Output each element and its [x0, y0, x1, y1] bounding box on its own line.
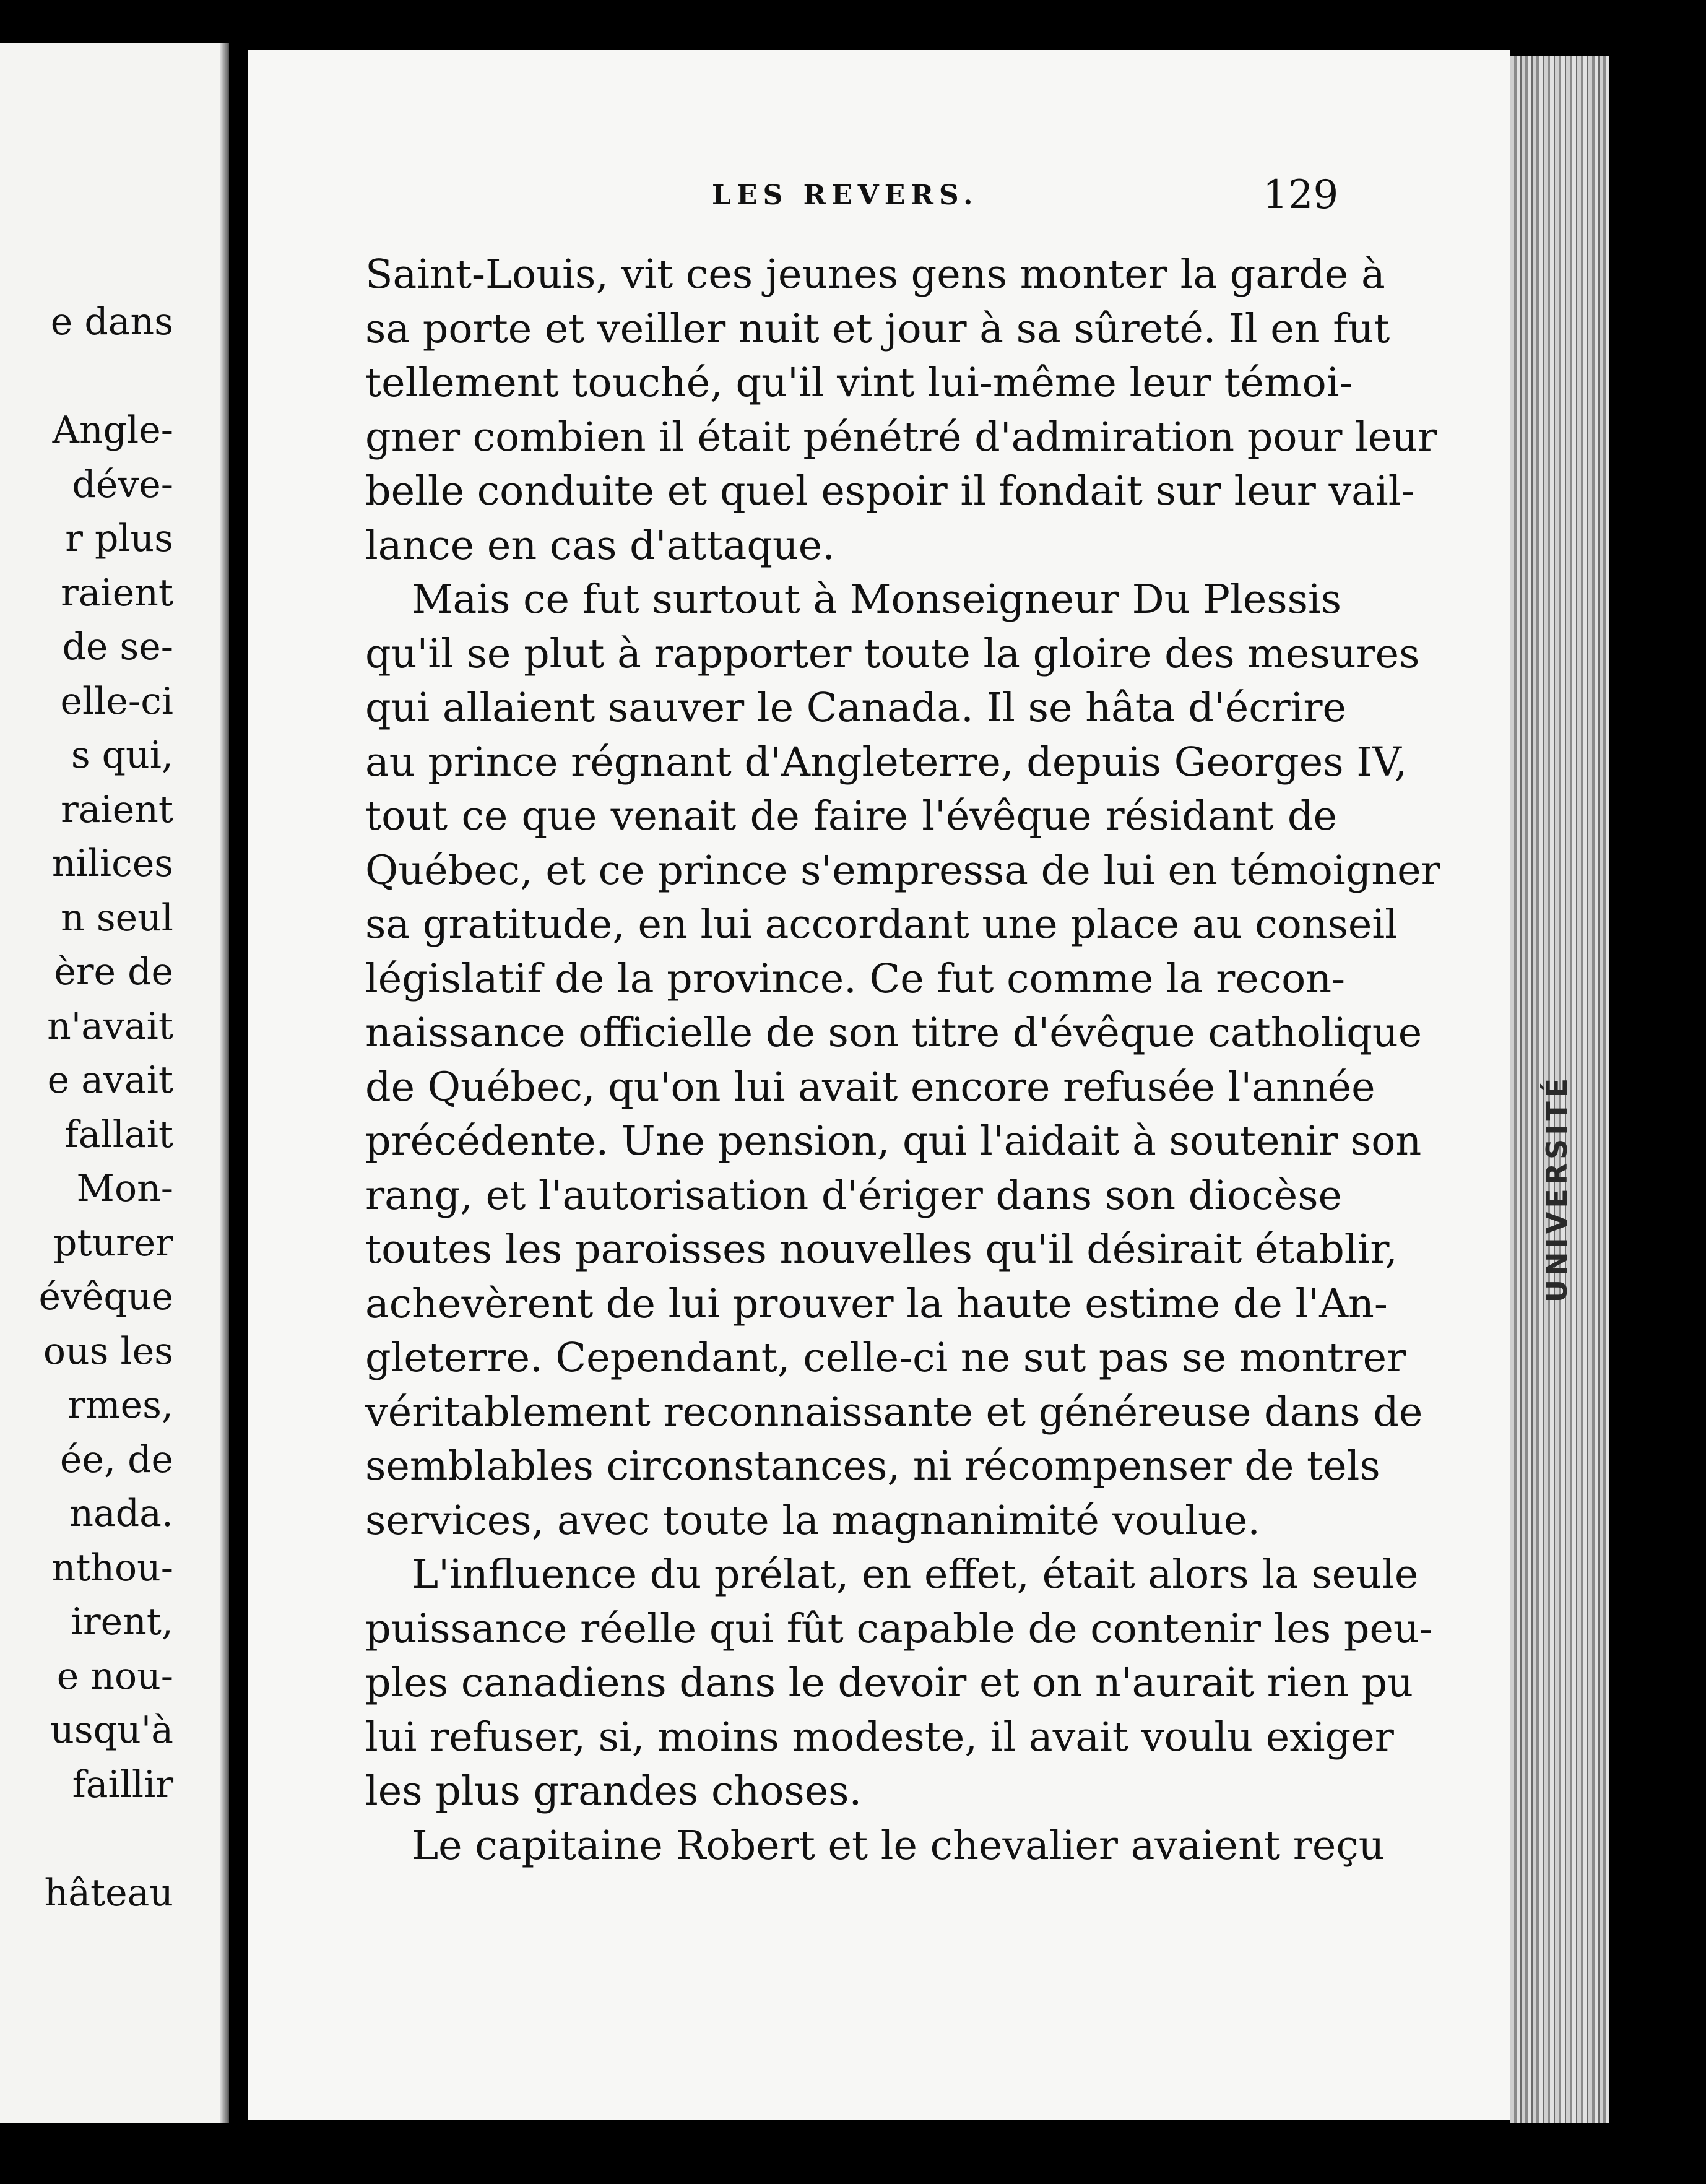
body-text-line: qu'il se plut à rapporter toute la gloire des mesures: [365, 630, 1420, 677]
left-page-line: irent,: [71, 1600, 173, 1644]
body-text-line: rang, et l'autorisation d'ériger dans son diocèse: [365, 1172, 1343, 1219]
body-text-line: L'influence du prélat, en effet, était alors la seule: [412, 1551, 1419, 1598]
body-text-line: législatif de la province. Ce fut comme la recon-: [365, 955, 1346, 1002]
left-page-line: Mon-: [76, 1167, 173, 1210]
left-page-line: n'avait: [47, 1004, 173, 1048]
left-page-line: faillir: [72, 1762, 173, 1806]
left-page-line: Angle-: [52, 409, 173, 452]
left-page-line: n seul: [61, 896, 173, 940]
body-text-line: tout ce que venait de faire l'évêque résidant de: [365, 793, 1337, 839]
left-page-line: usqu'à: [50, 1709, 173, 1752]
left-page-line: nada.: [69, 1492, 173, 1535]
left-page-line: nthou-: [51, 1546, 173, 1590]
body-text-line: achevèrent de lui prouver la haute estime de l'An-: [365, 1280, 1388, 1327]
left-page-line: raient: [61, 571, 173, 615]
left-page-line: hâteau: [44, 1871, 173, 1915]
left-page-line: fallait: [64, 1112, 173, 1156]
body-text-line: qui allaient sauver le Canada. Il se hâta d'écrire: [365, 685, 1347, 731]
body-text: [365, 248, 1440, 1873]
body-text-line: services, avec toute la magnanimité voulue.: [365, 1497, 1260, 1544]
edge-stamp-text: UNIVERSITÉ: [1540, 1074, 1574, 1303]
body-text-line: ples canadiens dans le devoir et on n'aurait rien pu: [365, 1660, 1413, 1706]
left-facing-page: [0, 43, 229, 2123]
body-text-line: sa porte et veiller nuit et jour à sa sûreté. Il en fut: [365, 305, 1390, 352]
body-text-line: véritablement reconnaissante et généreuse dans de: [365, 1389, 1423, 1436]
body-text-line: belle conduite et quel espoir il fondait sur leur vail-: [365, 468, 1415, 514]
left-page-line: e dans: [50, 300, 173, 344]
page-number: 129: [1263, 172, 1339, 218]
left-page-text-fragments: [39, 295, 173, 1920]
left-page-line: r plus: [65, 517, 173, 560]
body-text-line: gner combien il était pénétré d'admiration pour leur: [365, 414, 1437, 461]
body-text-line: tellement touché, qu'il vint lui-même leur témoi-: [365, 360, 1353, 406]
left-page-line: elle-ci: [60, 679, 173, 723]
edge-stamp: [1538, 1015, 1575, 1362]
left-page-line: s qui,: [71, 734, 173, 777]
body-text-line: Mais ce fut surtout à Monseigneur Du Plessis: [412, 576, 1342, 623]
left-page-line: ère de: [54, 950, 173, 994]
body-text-line: lui refuser, si, moins modeste, il avait voulu exiger: [365, 1714, 1394, 1761]
body-text-line: de Québec, qu'on lui avait encore refusée l'année: [365, 1064, 1375, 1111]
left-page-line: déve-: [72, 462, 173, 506]
running-head: LES REVERS.: [712, 180, 979, 211]
left-page-line: e nou-: [56, 1654, 173, 1698]
body-text-line: lance en cas d'attaque.: [365, 522, 835, 569]
body-text-line: sa gratitude, en lui accordant une place au conseil: [365, 901, 1398, 948]
left-page-line: ée, de: [59, 1437, 173, 1481]
left-page-line: évêque: [38, 1275, 173, 1319]
body-text-line: naissance officielle de son titre d'évêque catholique: [365, 1010, 1422, 1056]
book-gutter: [220, 43, 229, 2123]
body-text-line: puissance réelle qui fût capable de contenir les peu-: [365, 1605, 1433, 1652]
left-page-line: pturer: [53, 1221, 173, 1265]
left-page-line: rmes,: [67, 1384, 173, 1427]
left-page-line: e avait: [47, 1059, 173, 1102]
body-text-line: Saint-Louis, vit ces jeunes gens monter la garde à: [365, 251, 1385, 298]
body-text-line: gleterre. Cependant, celle-ci ne sut pas se montrer: [365, 1335, 1406, 1381]
left-page-line: raient: [61, 787, 173, 831]
body-text-line: les plus grandes choses.: [365, 1768, 862, 1814]
body-text-line: semblables circonstances, ni récompenser de tels: [365, 1443, 1380, 1489]
left-page-line: de se-: [62, 625, 173, 669]
left-page-line: [39, 1812, 173, 1866]
left-page-line: ous les: [43, 1329, 173, 1373]
body-text-line: toutes les paroisses nouvelles qu'il désirait établir,: [365, 1226, 1398, 1273]
body-text-line: précédente. Une pension, qui l'aidait à soutenir son: [365, 1118, 1422, 1164]
body-text-line: Le capitaine Robert et le chevalier avaient reçu: [412, 1822, 1385, 1869]
body-text-line: Québec, et ce prince s'empressa de lui en témoigner: [365, 847, 1440, 894]
left-page-line: nilices: [51, 842, 173, 885]
body-text-line: au prince régnant d'Angleterre, depuis Georges IV,: [365, 739, 1408, 786]
left-page-line: [39, 350, 173, 404]
